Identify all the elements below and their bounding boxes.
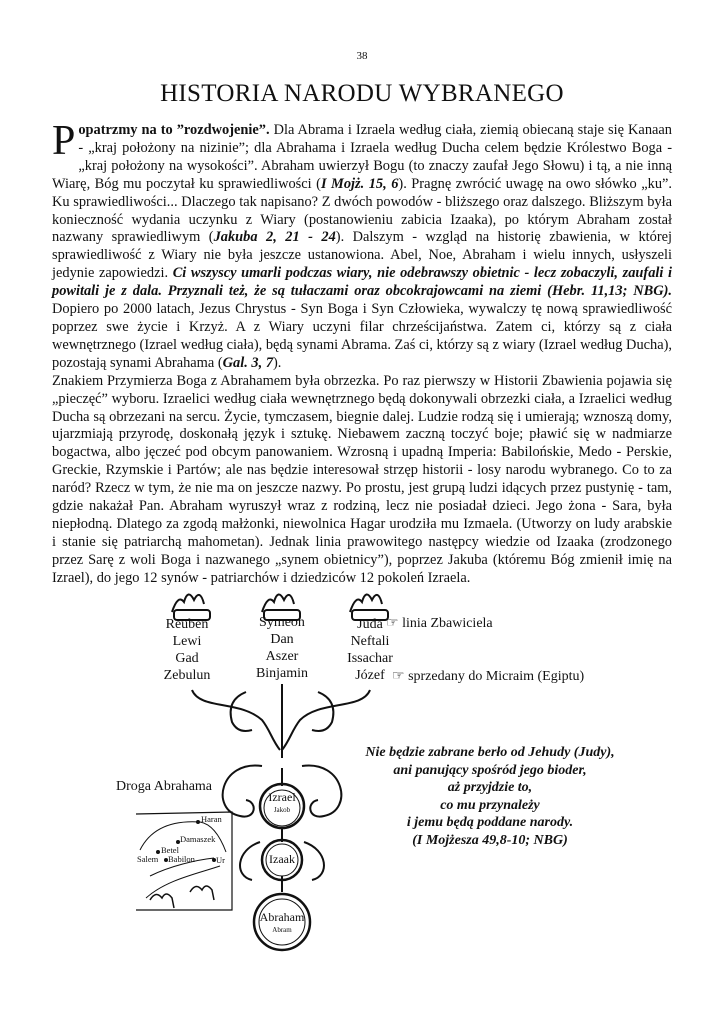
tribe-name: Reuben — [165, 617, 209, 632]
paragraph-1-text-d: Dopiero po 2000 latach, Jezus Chrystus - Syn Boga i Syn Człowieka, wywalczy tę nową sprawiedliwość poprzez swe życie i Krzyż. A z Wiary uczyni filar chrześcijaństwa. Zatem ci, którzy są z ciała wewnętrznego (Izrael według ciała), będą synami Abrama. Zaś ci, którzy są z wiary (Izrael według Ducha), pozostają synami Abrahama ( — [52, 301, 672, 371]
map-label-betel: Betel — [161, 845, 179, 855]
paragraph-1-text-b: ). Pragnę zwrócić uwagę na owo słówko „ku”. Ku sprawiedliwości... Dlaczego tak napisano? Z dwóch powodów - bliższego oraz dalszego. Bliższym była konieczność wydania uczynku z Wiary (postanowieniu zabicia Izaaka), po którym Abraham został nazwany sprawiedliwym ( — [52, 175, 673, 246]
quote-line: ani panujący spośród jego bioder, — [393, 762, 587, 778]
pointing-hand-icon: ☞ — [392, 669, 405, 684]
paragraph-1-text-a: Dla Abrama i Izraela według ciała, ziemią obiecaną staje się Kanaan - „kraj położony na nizinie”; dla Abrahama i Izraela według Ducha celem będzie Królestwo Boga - „kraj położony na wysokości”. Abraham uwierzył Bogu (to znaczy zaufał Jego Słowu) i tą, a nie inną Wiarę, Bóg mu poczytał ku sprawiedliwości ( — [52, 122, 672, 192]
map-label-ur: Ur — [216, 855, 225, 865]
paragraph-1-text-c: ). Dalszym - wzgląd na historię zbawienia, w której sprawiedliwość z Wiary nie była jeszcze ustanowiona. Abel, Noe, Abraham i wielu innych, usłyszeli jedynie zapowiedzi. — [52, 229, 673, 282]
paragraph-2: Znakiem Przymierza Boga z Abrahamem była obrzezka. Po raz pierwszy w Historii Zbawienia pojawia się „pieczęć” wyboru. Izraelici według ciała wewnętrznego będą dokonywali obrzezki ciała, a Izraelici według Ducha są obrzezani na sercu. Życie, tymczasem, biegnie dalej. Ludzie rodzą się i umierają; wznoszą domy, ujarzmiają przyrodę, doskonałą język i sztukę. Niebawem zaczną toczyć boje; pławić się w nadmiarze bogactwa, albo jęczeć pod obcym panowaniem. Wzrosną i upadną Imperia: Babilońskie, Medo - Perskie, Greckie, Rzymskie i Partów; ale nas będzie interesował strzęp historii - losy narodu wybranego. Co to za naród? Rzecz w tym, że nie ma on jeszcze nazwy. Po prostu, jest grupą ludzi idących przez pustynię - tam, gdzie nakażał Pan. Abraham wyruszył wraz z rodziną, lecz nie posiadał dzieci. Jego żona - Sara, była niepłodną. Dlatego za zgodą małżonki, niewolnica Hagar urodziła mu Izmaela. (Utworzy on ludy arabskie i stanie się patriarchą mahometan). Jednak linia prawowitego następcy wiedzie od Izaaka (zrodzonego przez Sarę z woli Boga i nazwanego „synem obietnicy”), poprzez Jakuba (któremu Bóg zmienił imię na Izrael), do jego 12 synów - patriarchów i dziedziców 12 pokoleń Izraela. — [52, 372, 672, 586]
map-title: Droga Abrahama — [116, 779, 213, 794]
pointing-hand-icon: ☞ — [386, 616, 399, 631]
body-text — [52, 118, 673, 588]
tribe-name: Issachar — [347, 651, 393, 666]
quote-reference: (I Mojżesza 49,8-10; NBG) — [412, 832, 568, 848]
scroll-left — [223, 766, 262, 817]
tribe-name: Józef — [355, 668, 385, 683]
note-juda-text: linia Zbawiciela — [402, 616, 493, 631]
node-abraham-sublabel: Abram — [272, 926, 292, 934]
drop-cap: P — [52, 118, 76, 164]
node-abraham-label: Abraham — [259, 910, 305, 924]
tribe-name: Dan — [270, 632, 294, 647]
quote-line: co mu przynależy — [440, 797, 540, 813]
tree-of-israel-figure — [0, 580, 724, 1000]
map-label-babilon: Babilon — [168, 854, 195, 864]
tribe-name: Neftali — [350, 634, 390, 649]
node-israel-label: Izrael — [268, 790, 296, 804]
note-juda — [386, 615, 493, 632]
tribe-column-middle — [247, 614, 317, 682]
camel-icon — [150, 894, 174, 908]
bible-reference: Jakuba 2, 21 - 24 — [213, 229, 336, 246]
note-jozef — [392, 668, 584, 685]
quote-line: Nie będzie zabrane berło od Jehudy (Judy), — [365, 745, 615, 760]
quote-line: i jemu będą poddane narody. — [406, 815, 574, 830]
node-israel-sublabel: Jakob — [273, 806, 291, 814]
tribe-name: Lewi — [172, 634, 202, 649]
paragraph-1-lead: opatrzmy na to ”rozdwojenie”. — [78, 122, 270, 138]
page-number: 38 — [356, 50, 368, 62]
note-jozef-text: sprzedany do Micraim (Egiptu) — [408, 669, 585, 684]
map-label-haran: Haran — [201, 814, 222, 824]
tribe-name: Binjamin — [255, 666, 309, 681]
tribe-column-left — [152, 616, 222, 684]
paragraph-1 — [52, 118, 673, 373]
camel-icon — [190, 886, 214, 900]
bible-reference: Gal. 3, 7 — [222, 354, 274, 371]
tribe-name: Aszer — [265, 649, 299, 664]
tribe-name: Symeon — [259, 615, 305, 630]
map-label-damaszek: Damaszek — [180, 834, 216, 844]
map-marker-haran — [196, 820, 200, 824]
node-izaak-label: Izaak — [269, 852, 295, 866]
paragraph-1-text-e: ). — [273, 354, 282, 371]
quote-line: aż przyjdzie to, — [447, 780, 533, 795]
page-title: HISTORIA NARODU WYBRANEGO — [160, 80, 564, 107]
hebrews-quote: Ci wszyscy umarli podczas wiary, nie odebrawszy obietnic - lecz zobaczyli, zaufali i powitali je z dala. Przyznali też, że są tułaczami oraz obcokrajowcami na ziemi (Hebr. 11,13; NBG). — [52, 265, 672, 300]
genesis-quote — [350, 744, 630, 849]
scroll-right — [302, 766, 341, 817]
bible-reference: I Mojż. 15, 6 — [320, 175, 399, 192]
tribe-name: Juda — [357, 617, 383, 632]
map-label-salem: Salem — [137, 854, 159, 864]
tribe-name: Gad — [175, 651, 199, 666]
tribe-name: Zebulun — [163, 668, 211, 683]
